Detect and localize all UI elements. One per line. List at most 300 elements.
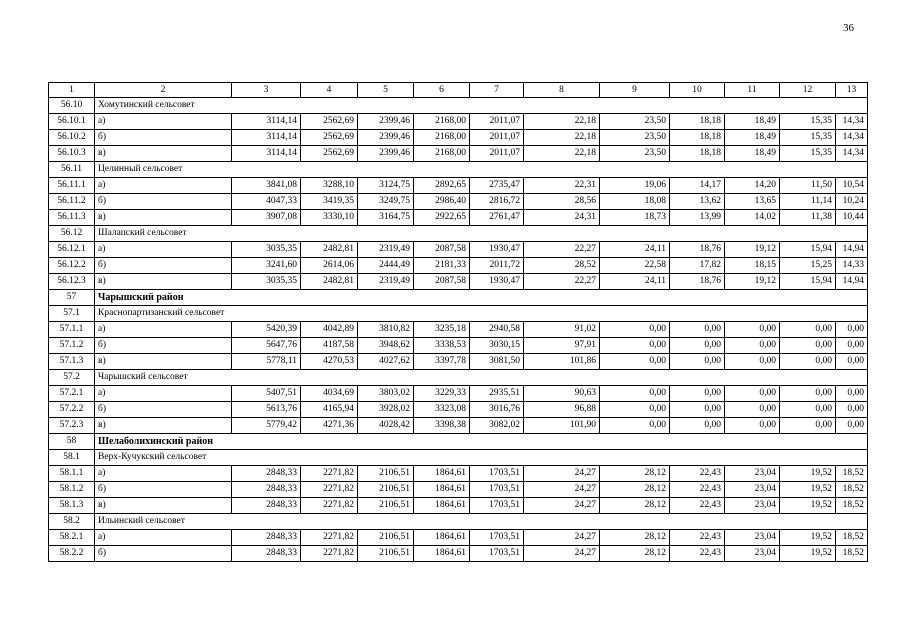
- value-cell: 22,18: [524, 130, 600, 146]
- variant-label: б): [95, 482, 232, 498]
- row-code: 57.1: [49, 306, 95, 322]
- value-cell: 28,52: [524, 258, 600, 274]
- value-cell: 2168,00: [414, 130, 470, 146]
- value-cell: 0,00: [725, 322, 780, 338]
- table-row: [49, 194, 868, 210]
- table-row: [49, 274, 868, 290]
- variant-label: б): [95, 194, 232, 210]
- value-cell: 23,50: [600, 130, 670, 146]
- value-cell: 2562,69: [301, 146, 358, 162]
- variant-label: а): [95, 114, 232, 130]
- value-cell: 90,63: [524, 386, 600, 402]
- row-code: 57.1.3: [49, 354, 95, 370]
- column-number-header: 4: [301, 83, 358, 98]
- council-row: [49, 98, 868, 114]
- value-cell: 23,04: [725, 482, 780, 498]
- column-number-header: 9: [600, 83, 670, 98]
- row-code: 56.10.1: [49, 114, 95, 130]
- value-cell: 24,11: [600, 274, 670, 290]
- value-cell: 2271,82: [301, 482, 358, 498]
- value-cell: 4047,33: [232, 194, 301, 210]
- value-cell: 24,11: [600, 242, 670, 258]
- value-cell: 3397,78: [414, 354, 470, 370]
- value-cell: 18,49: [725, 146, 780, 162]
- value-cell: 4042,89: [301, 322, 358, 338]
- column-number-header: 2: [95, 83, 232, 98]
- row-code: 57.1.2: [49, 338, 95, 354]
- column-number-header: 1: [49, 83, 95, 98]
- value-cell: 3035,35: [232, 274, 301, 290]
- value-cell: 18,08: [600, 194, 670, 210]
- value-cell: 5779,42: [232, 418, 301, 434]
- column-number-header: 12: [780, 83, 836, 98]
- table-row: [49, 146, 868, 162]
- district-row: [49, 290, 868, 306]
- variant-label: б): [95, 130, 232, 146]
- value-cell: 2940,58: [470, 322, 524, 338]
- district-name: Чарышский район: [95, 290, 868, 306]
- value-cell: 3114,14: [232, 130, 301, 146]
- table-row: [49, 114, 868, 130]
- council-row: [49, 162, 868, 178]
- variant-label: а): [95, 386, 232, 402]
- value-cell: 0,00: [670, 418, 725, 434]
- value-cell: 2168,00: [414, 114, 470, 130]
- value-cell: 24,31: [524, 210, 600, 226]
- value-cell: 0,00: [780, 418, 836, 434]
- value-cell: 22,43: [670, 466, 725, 482]
- value-cell: 18,52: [836, 546, 868, 562]
- value-cell: 2168,00: [414, 146, 470, 162]
- value-cell: 19,52: [780, 546, 836, 562]
- value-cell: 91,02: [524, 322, 600, 338]
- value-cell: 10,44: [836, 210, 868, 226]
- row-code: 56.11: [49, 162, 95, 178]
- table-row: [49, 530, 868, 546]
- value-cell: 28,56: [524, 194, 600, 210]
- value-cell: 23,04: [725, 530, 780, 546]
- table-row: [49, 242, 868, 258]
- column-number-header: 13: [836, 83, 868, 98]
- row-code: 57.2.3: [49, 418, 95, 434]
- value-cell: 2106,51: [358, 482, 414, 498]
- value-cell: 1864,61: [414, 466, 470, 482]
- value-cell: 2848,33: [232, 546, 301, 562]
- variant-label: а): [95, 322, 232, 338]
- value-cell: 0,00: [725, 386, 780, 402]
- value-cell: 5420,39: [232, 322, 301, 338]
- value-cell: 15,35: [780, 146, 836, 162]
- value-cell: 19,52: [780, 482, 836, 498]
- value-cell: 0,00: [600, 354, 670, 370]
- value-cell: 24,27: [524, 546, 600, 562]
- value-cell: 3114,14: [232, 146, 301, 162]
- value-cell: 24,27: [524, 498, 600, 514]
- value-cell: 1703,51: [470, 466, 524, 482]
- value-cell: 2011,07: [470, 114, 524, 130]
- value-cell: 2271,82: [301, 498, 358, 514]
- value-cell: 3241,60: [232, 258, 301, 274]
- value-cell: 18,52: [836, 530, 868, 546]
- value-cell: 1864,61: [414, 482, 470, 498]
- value-cell: 1864,61: [414, 498, 470, 514]
- value-cell: 2011,07: [470, 146, 524, 162]
- value-cell: 11,50: [780, 178, 836, 194]
- value-cell: 1703,51: [470, 530, 524, 546]
- value-cell: 18,73: [600, 210, 670, 226]
- value-cell: 22,18: [524, 114, 600, 130]
- column-number-header: 5: [358, 83, 414, 98]
- value-cell: 0,00: [780, 322, 836, 338]
- value-cell: 0,00: [836, 338, 868, 354]
- value-cell: 3164,75: [358, 210, 414, 226]
- value-cell: 3928,02: [358, 402, 414, 418]
- value-cell: 28,12: [600, 546, 670, 562]
- variant-label: а): [95, 530, 232, 546]
- value-cell: 101,90: [524, 418, 600, 434]
- variant-label: б): [95, 402, 232, 418]
- table-row: [49, 466, 868, 482]
- column-number-header: 6: [414, 83, 470, 98]
- row-code: 56.12: [49, 226, 95, 242]
- row-code: 58.1.1: [49, 466, 95, 482]
- value-cell: 22,43: [670, 498, 725, 514]
- value-cell: 1930,47: [470, 242, 524, 258]
- value-cell: 2106,51: [358, 546, 414, 562]
- council-name: Ильинский сельсовет: [95, 514, 868, 530]
- value-cell: 14,20: [725, 178, 780, 194]
- tariff-table: [48, 82, 868, 562]
- value-cell: 2271,82: [301, 530, 358, 546]
- variant-label: б): [95, 338, 232, 354]
- variant-label: в): [95, 418, 232, 434]
- value-cell: 2922,65: [414, 210, 470, 226]
- value-cell: 0,00: [725, 418, 780, 434]
- value-cell: 3235,18: [414, 322, 470, 338]
- value-cell: 22,43: [670, 530, 725, 546]
- value-cell: 4270,53: [301, 354, 358, 370]
- row-code: 57.1.1: [49, 322, 95, 338]
- value-cell: 10,24: [836, 194, 868, 210]
- value-cell: 2106,51: [358, 530, 414, 546]
- row-code: 58.1: [49, 450, 95, 466]
- value-cell: 0,00: [600, 322, 670, 338]
- council-row: [49, 514, 868, 530]
- value-cell: 14,02: [725, 210, 780, 226]
- value-cell: 18,18: [670, 114, 725, 130]
- value-cell: 0,00: [836, 402, 868, 418]
- value-cell: 1703,51: [470, 498, 524, 514]
- value-cell: 2271,82: [301, 546, 358, 562]
- value-cell: 0,00: [670, 354, 725, 370]
- value-cell: 2848,33: [232, 530, 301, 546]
- value-cell: 15,35: [780, 114, 836, 130]
- variant-label: а): [95, 178, 232, 194]
- value-cell: 18,18: [670, 130, 725, 146]
- value-cell: 101,86: [524, 354, 600, 370]
- value-cell: 3398,38: [414, 418, 470, 434]
- row-code: 58.2.2: [49, 546, 95, 562]
- value-cell: 23,50: [600, 146, 670, 162]
- value-cell: 0,00: [836, 322, 868, 338]
- value-cell: 18,15: [725, 258, 780, 274]
- value-cell: 22,43: [670, 546, 725, 562]
- value-cell: 2482,81: [301, 274, 358, 290]
- value-cell: 22,58: [600, 258, 670, 274]
- table-row: [49, 498, 868, 514]
- value-cell: 0,00: [836, 418, 868, 434]
- value-cell: 3124,75: [358, 178, 414, 194]
- value-cell: 2399,46: [358, 146, 414, 162]
- council-name: Краснопартизанский сельсовет: [95, 306, 868, 322]
- value-cell: 18,52: [836, 466, 868, 482]
- variant-label: а): [95, 466, 232, 482]
- row-code: 56.10.2: [49, 130, 95, 146]
- variant-label: б): [95, 546, 232, 562]
- value-cell: 3419,35: [301, 194, 358, 210]
- district-row: [49, 434, 868, 450]
- variant-label: в): [95, 210, 232, 226]
- value-cell: 2892,65: [414, 178, 470, 194]
- table-row: [49, 130, 868, 146]
- value-cell: 17,82: [670, 258, 725, 274]
- row-code: 58.2: [49, 514, 95, 530]
- value-cell: 19,12: [725, 242, 780, 258]
- value-cell: 2848,33: [232, 498, 301, 514]
- value-cell: 4165,94: [301, 402, 358, 418]
- value-cell: 23,04: [725, 466, 780, 482]
- value-cell: 0,00: [600, 338, 670, 354]
- council-row: [49, 226, 868, 242]
- value-cell: 14,94: [836, 274, 868, 290]
- value-cell: 18,18: [670, 146, 725, 162]
- value-cell: 2986,40: [414, 194, 470, 210]
- table-header-row: [49, 83, 868, 98]
- value-cell: 3081,50: [470, 354, 524, 370]
- value-cell: 24,27: [524, 482, 600, 498]
- council-name: Шалапский сельсовет: [95, 226, 868, 242]
- value-cell: 3323,08: [414, 402, 470, 418]
- value-cell: 2735,47: [470, 178, 524, 194]
- value-cell: 11,38: [780, 210, 836, 226]
- row-code: 56.12.1: [49, 242, 95, 258]
- value-cell: 23,04: [725, 546, 780, 562]
- value-cell: 3030,15: [470, 338, 524, 354]
- row-code: 57.2.1: [49, 386, 95, 402]
- column-number-header: 8: [524, 83, 600, 98]
- value-cell: 22,31: [524, 178, 600, 194]
- value-cell: 0,00: [780, 354, 836, 370]
- value-cell: 18,52: [836, 498, 868, 514]
- table-row: [49, 338, 868, 354]
- value-cell: 0,00: [836, 386, 868, 402]
- value-cell: 2011,07: [470, 130, 524, 146]
- value-cell: 19,52: [780, 530, 836, 546]
- table-row: [49, 546, 868, 562]
- value-cell: 0,00: [780, 386, 836, 402]
- row-code: 58.1.3: [49, 498, 95, 514]
- row-code: 56.10.3: [49, 146, 95, 162]
- value-cell: 18,52: [836, 482, 868, 498]
- value-cell: 3338,53: [414, 338, 470, 354]
- value-cell: 97,91: [524, 338, 600, 354]
- value-cell: 15,25: [780, 258, 836, 274]
- row-code: 56.12.3: [49, 274, 95, 290]
- row-code: 56.11.2: [49, 194, 95, 210]
- value-cell: 18,76: [670, 274, 725, 290]
- variant-label: в): [95, 146, 232, 162]
- value-cell: 5407,51: [232, 386, 301, 402]
- district-name: Шелаболихинский район: [95, 434, 868, 450]
- value-cell: 3082,02: [470, 418, 524, 434]
- row-code: 56.10: [49, 98, 95, 114]
- value-cell: 19,52: [780, 498, 836, 514]
- value-cell: 5647,76: [232, 338, 301, 354]
- council-name: Чарышский сельсовет: [95, 370, 868, 386]
- value-cell: 11,14: [780, 194, 836, 210]
- council-row: [49, 370, 868, 386]
- value-cell: 13,62: [670, 194, 725, 210]
- value-cell: 0,00: [670, 402, 725, 418]
- table-row: [49, 402, 868, 418]
- row-code: 56.11.3: [49, 210, 95, 226]
- value-cell: 28,12: [600, 498, 670, 514]
- value-cell: 3330,10: [301, 210, 358, 226]
- value-cell: 0,00: [725, 402, 780, 418]
- column-number-header: 10: [670, 83, 725, 98]
- value-cell: 15,94: [780, 242, 836, 258]
- column-number-header: 3: [232, 83, 301, 98]
- value-cell: 0,00: [780, 338, 836, 354]
- value-cell: 2271,82: [301, 466, 358, 482]
- council-name: Целинный сельсовет: [95, 162, 868, 178]
- table-row: [49, 418, 868, 434]
- value-cell: 24,27: [524, 530, 600, 546]
- value-cell: 23,04: [725, 498, 780, 514]
- value-cell: 2444,49: [358, 258, 414, 274]
- value-cell: 22,27: [524, 274, 600, 290]
- table-row: [49, 354, 868, 370]
- value-cell: 0,00: [600, 402, 670, 418]
- variant-label: в): [95, 498, 232, 514]
- value-cell: 22,18: [524, 146, 600, 162]
- value-cell: 14,34: [836, 146, 868, 162]
- value-cell: 2848,33: [232, 482, 301, 498]
- table-row: [49, 210, 868, 226]
- row-code: 58: [49, 434, 95, 450]
- value-cell: 5613,76: [232, 402, 301, 418]
- value-cell: 0,00: [600, 418, 670, 434]
- value-cell: 14,33: [836, 258, 868, 274]
- value-cell: 14,94: [836, 242, 868, 258]
- page-number: 36: [843, 22, 854, 34]
- table-row: [49, 322, 868, 338]
- value-cell: 1864,61: [414, 530, 470, 546]
- value-cell: 28,12: [600, 530, 670, 546]
- value-cell: 3948,62: [358, 338, 414, 354]
- value-cell: 3841,08: [232, 178, 301, 194]
- value-cell: 19,12: [725, 274, 780, 290]
- value-cell: 1703,51: [470, 482, 524, 498]
- column-number-header: 11: [725, 83, 780, 98]
- value-cell: 18,49: [725, 130, 780, 146]
- value-cell: 19,52: [780, 466, 836, 482]
- value-cell: 1930,47: [470, 274, 524, 290]
- value-cell: 3229,33: [414, 386, 470, 402]
- value-cell: 3803,02: [358, 386, 414, 402]
- value-cell: 2562,69: [301, 114, 358, 130]
- value-cell: 2614,06: [301, 258, 358, 274]
- value-cell: 2761,47: [470, 210, 524, 226]
- value-cell: 13,99: [670, 210, 725, 226]
- value-cell: 4034,69: [301, 386, 358, 402]
- value-cell: 14,34: [836, 130, 868, 146]
- table-row: [49, 178, 868, 194]
- value-cell: 0,00: [670, 338, 725, 354]
- value-cell: 2181,33: [414, 258, 470, 274]
- value-cell: 3907,08: [232, 210, 301, 226]
- value-cell: 10,54: [836, 178, 868, 194]
- value-cell: 15,94: [780, 274, 836, 290]
- council-row: [49, 306, 868, 322]
- table-row: [49, 258, 868, 274]
- value-cell: 2816,72: [470, 194, 524, 210]
- row-code: 56.11.1: [49, 178, 95, 194]
- value-cell: 0,00: [600, 386, 670, 402]
- value-cell: 3288,10: [301, 178, 358, 194]
- value-cell: 96,88: [524, 402, 600, 418]
- value-cell: 0,00: [836, 354, 868, 370]
- value-cell: 3114,14: [232, 114, 301, 130]
- value-cell: 3810,82: [358, 322, 414, 338]
- value-cell: 28,12: [600, 466, 670, 482]
- value-cell: 5778,11: [232, 354, 301, 370]
- value-cell: 2399,46: [358, 114, 414, 130]
- council-name: Верх-Кучукский сельсовет: [95, 450, 868, 466]
- value-cell: 3035,35: [232, 242, 301, 258]
- value-cell: 1864,61: [414, 546, 470, 562]
- value-cell: 3016,76: [470, 402, 524, 418]
- value-cell: 2562,69: [301, 130, 358, 146]
- value-cell: 2319,49: [358, 274, 414, 290]
- value-cell: 4028,42: [358, 418, 414, 434]
- value-cell: 0,00: [670, 322, 725, 338]
- row-code: 58.1.2: [49, 482, 95, 498]
- value-cell: 2106,51: [358, 466, 414, 482]
- table-row: [49, 482, 868, 498]
- value-cell: 3249,75: [358, 194, 414, 210]
- value-cell: 14,17: [670, 178, 725, 194]
- value-cell: 18,49: [725, 114, 780, 130]
- value-cell: 4187,58: [301, 338, 358, 354]
- column-number-header: 7: [470, 83, 524, 98]
- row-code: 56.12.2: [49, 258, 95, 274]
- variant-label: в): [95, 274, 232, 290]
- row-code: 57.2.2: [49, 402, 95, 418]
- table-row: [49, 386, 868, 402]
- value-cell: 2087,58: [414, 242, 470, 258]
- variant-label: б): [95, 258, 232, 274]
- value-cell: 18,76: [670, 242, 725, 258]
- row-code: 57: [49, 290, 95, 306]
- value-cell: 15,35: [780, 130, 836, 146]
- council-row: [49, 450, 868, 466]
- value-cell: 14,34: [836, 114, 868, 130]
- value-cell: 24,27: [524, 466, 600, 482]
- value-cell: 2106,51: [358, 498, 414, 514]
- variant-label: в): [95, 354, 232, 370]
- value-cell: 0,00: [725, 354, 780, 370]
